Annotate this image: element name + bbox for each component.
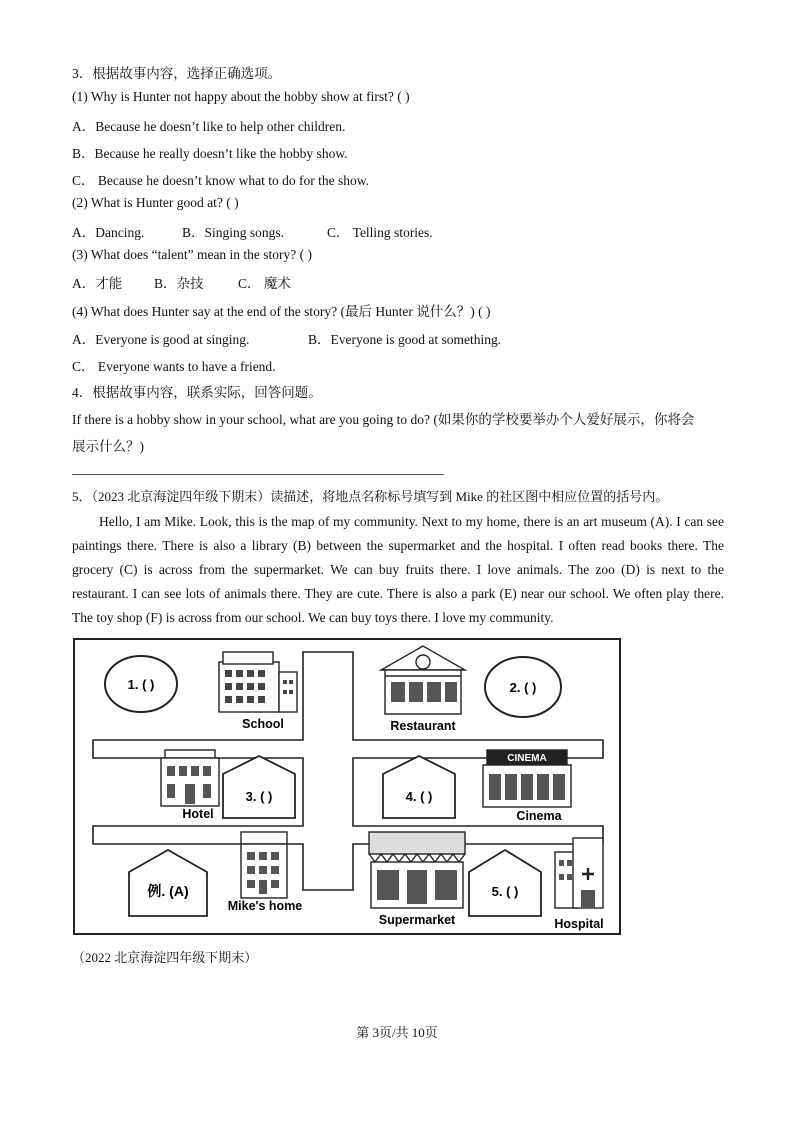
q4-question-line2: 展示什么？) <box>72 439 144 454</box>
hotel-label: Hotel <box>182 807 214 821</box>
q4-answer-line[interactable] <box>72 474 444 475</box>
supermarket-label: Supermarket <box>378 913 456 927</box>
hospital-label: Hospital <box>554 917 604 931</box>
q4-question-line1: If there is a hobby show in your school, what are you going to do? (如果你的学校要举办个人爱好展示，你将会 <box>72 412 695 427</box>
blank-2-label: 2. ( ) <box>509 680 537 695</box>
q3-2-option-b: B．Singing songs. <box>182 225 285 240</box>
q3-heading: 3．根据故事内容，选择正确选项。 <box>72 66 282 81</box>
q5-heading: 5．（2023 北京海淀四年级下期末）读描述，将地点名称标号填写到 Mike 的社区图中相应位置的括号内。 <box>72 489 669 504</box>
blank-5-label: 5. ( ) <box>491 884 519 899</box>
q3-3-option-c: C． 魔术 <box>238 276 291 291</box>
page-footer: 第 3页/共 10页 <box>356 1025 438 1040</box>
q3-4-stem: (4) What does Hunter say at the end of the story? (最后 Hunter 说什么？) ( ) <box>72 304 491 319</box>
q3-2-stem: (2) What is Hunter good at? ( ) <box>72 195 239 210</box>
q3-1-option-c: C． Because he doesn’t know what to do for the show. <box>72 173 369 188</box>
blank-1-label: 1. ( ) <box>127 677 155 692</box>
blank-2-oval[interactable] <box>485 657 561 717</box>
q3-4-option-b: B．Everyone is good at something. <box>308 332 502 347</box>
q3-2-options <box>72 221 433 241</box>
q3-1-option-b: B．Because he really doesn’t like the hobby show. <box>72 146 348 161</box>
q3-1-option-a: A．Because he doesn’t like to help other children. <box>72 119 346 134</box>
q3-3-option-a: A．才能 <box>72 276 123 291</box>
blank-3-label: 3. ( ) <box>245 789 273 804</box>
restaurant-label: Restaurant <box>390 719 456 733</box>
q4-heading: 4．根据故事内容，联系实际，回答问题。 <box>72 385 322 400</box>
q3-3-stem: (3) What does “talent” mean in the story? ( ) <box>72 247 313 262</box>
q3-3-option-b: B．杂技 <box>154 276 204 291</box>
q3-2-option-a: A．Dancing. <box>72 225 145 240</box>
hotel-icon <box>161 750 219 806</box>
mikes-home-label: Mike's home <box>227 899 303 913</box>
supermarket-icon <box>369 832 465 908</box>
q3-4-option-c: C． Everyone wants to have a friend. <box>72 359 276 374</box>
blank-4-label: 4. ( ) <box>405 789 433 804</box>
community-map <box>73 638 621 935</box>
source-note: （2022 北京海淀四年级下期末） <box>72 950 258 965</box>
q5-passage <box>72 510 724 630</box>
school-label: School <box>242 717 284 731</box>
q5-passage-text: Hello, I am Mike. Look, this is the map of my community. Next to my home, there is an art museum (A). I can see paintings there. There is also a library (B) between the supermarket and the hospital. I often read books there. The grocery (C) is across from the supermarket. We can buy fruits there. I love animals. The zoo (D) is next to the restaurant. I can see lots of animals there. They are cute. There is also a park (E) near our school. We often play there. The toy shop (F) is across from our school. We can buy toys there. I love my community. <box>72 514 724 625</box>
q3-1-stem: (1) Why is Hunter not happy about the hobby show at first? ( ) <box>72 89 410 104</box>
q3-4-option-a: A．Everyone is good at singing. <box>72 332 250 347</box>
cinema-label: Cinema <box>516 809 562 823</box>
mikes-home-icon <box>241 832 287 898</box>
q3-4-options <box>72 328 501 348</box>
example-label: 例. (A) <box>147 883 189 899</box>
blank-1-oval[interactable] <box>105 656 177 712</box>
q3-3-options <box>72 272 291 292</box>
q3-2-option-c: C． Telling stories. <box>327 225 433 240</box>
cinema-sign: CINEMA <box>507 753 547 764</box>
